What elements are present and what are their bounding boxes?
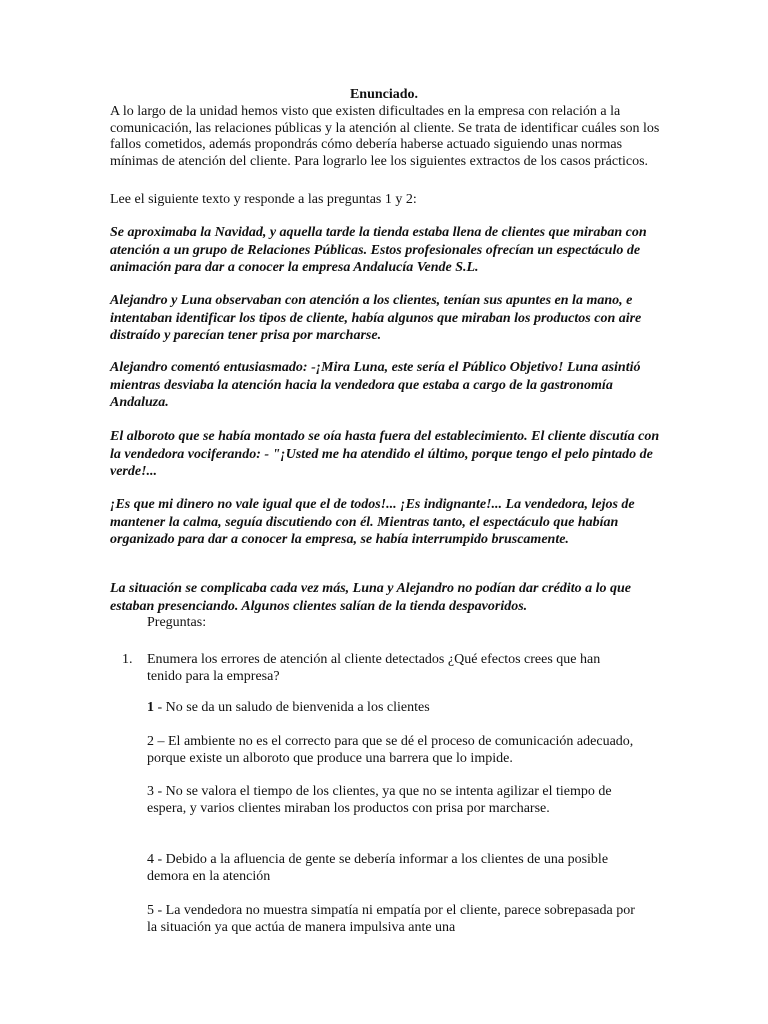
answer-item: 3 - No se valora el tiempo de los clientes, ya que no se intenta agilizar el tiempo de espera, y varios clientes miraban los productos con prisa por marcharse. xyxy=(147,784,612,816)
intro-paragraph: A lo largo de la unidad hemos visto que existen dificultades en la empresa con relación a la comunicación, las relaciones públicas y la atención al cliente. Se trata de identificar cuáles son los fallos cometidos, además propondrás cómo debería haberse actuado siguiendo unas normas mínimas de atención del cliente. Para lograrlo lee los siguientes extractos de los casos prácticos. xyxy=(110,104,660,169)
question-number: 1. xyxy=(122,652,133,667)
story-paragraph: Alejandro y Luna observaban con atención a los clientes, tenían sus apuntes en la mano, e intentaban identificar los tipos de cliente, había algunos que miraban los productos con aire distraído y parecían tener prisa por marcharse. xyxy=(110,293,642,343)
story-paragraph: ¡Es que mi dinero no vale igual que el de todos!... ¡Es indignante!... La vendedora, lejos de mantener la calma, seguía discutiendo con él. Mientras tanto, el espectáculo que habían organizado para dar a conocer la empresa, se había interrumpido bruscamente. xyxy=(110,497,635,547)
answer-item xyxy=(147,699,637,716)
story-paragraph: Se aproximaba la Navidad, y aquella tarde la tienda estaba llena de clientes que miraban con atención a un grupo de Relaciones Públicas. Estos profesionales ofrecían un espectáculo de animación para dar a conocer la empresa Andalucía Vende S.L. xyxy=(110,225,647,275)
answer-item: 2 – El ambiente no es el correcto para que se dé el proceso de comunicación adecuado, porque existe un alboroto que produce una barrera que lo impide. xyxy=(147,734,634,766)
answer-item: 5 - La vendedora no muestra simpatía ni empatía por el cliente, parece sobrepasada por la situación ya que actúa de manera impulsiva ante una xyxy=(147,903,635,935)
story-paragraph: El alboroto que se había montado se oía hasta fuera del establecimiento. El cliente discutía con la vendedora vociferando: - "¡Usted me ha atendido el último, porque tengo el pelo pintado de verde!... xyxy=(110,429,660,479)
story-paragraph: La situación se complicaba cada vez más, Luna y Alejandro no podían dar crédito a lo que estaban presenciando. Algunos clientes salían de la tienda despavoridos. xyxy=(110,581,631,614)
answer-text: - No se da un saludo de bienvenida a los clientes xyxy=(154,700,430,715)
document-title: Enunciado. xyxy=(349,87,419,102)
answer-number: 1 xyxy=(147,700,154,715)
lead-paragraph: Lee el siguiente texto y responde a las preguntas 1 y 2: xyxy=(110,192,417,207)
question-text: Enumera los errores de atención al cliente detectados ¿Qué efectos crees que han tenido para la empresa? xyxy=(147,652,601,684)
answer-item: 4 - Debido a la afluencia de gente se debería informar a los clientes de una posible demora en la atención xyxy=(147,852,609,884)
questions-label: Preguntas: xyxy=(147,615,207,630)
story-paragraph: Alejandro comentó entusiasmado: -¡Mira Luna, este sería el Público Objetivo! Luna asintió mientras desviaba la atención hacia la vendedora que estaba a cargo de la gastronomía Andaluza. xyxy=(110,360,641,410)
